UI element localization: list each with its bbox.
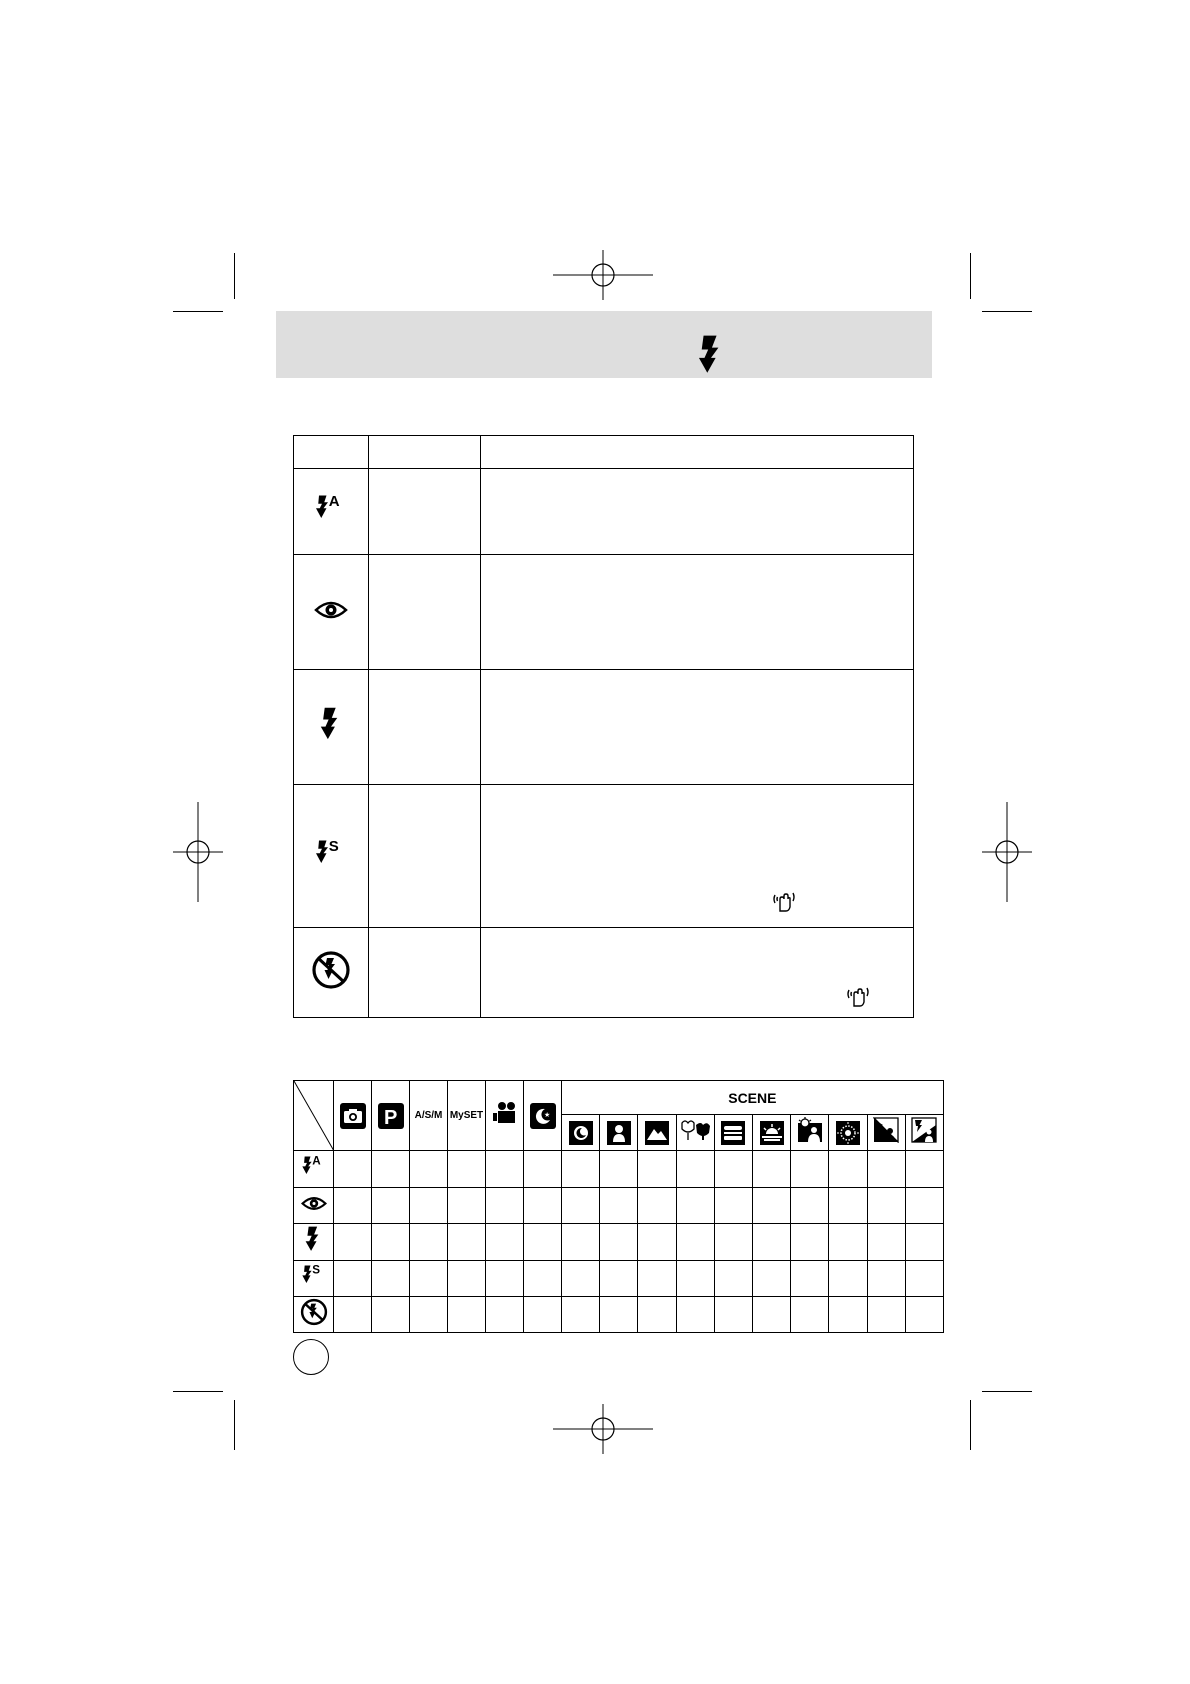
table-cell	[448, 1151, 486, 1188]
table-cell	[600, 1224, 638, 1261]
table-cell	[372, 1261, 410, 1297]
table-cell	[905, 1261, 943, 1297]
table-cell	[600, 1261, 638, 1297]
scene-icon-cell	[752, 1115, 790, 1151]
table-cell	[638, 1297, 676, 1333]
scene-icon-cell	[676, 1115, 714, 1151]
mode-description	[481, 670, 914, 785]
table-row	[294, 785, 914, 928]
table-cell	[334, 1224, 372, 1261]
header-cell	[369, 436, 481, 469]
asm-mode-label: A/S/M	[410, 1081, 448, 1151]
dawn-scene-icon	[797, 1117, 823, 1143]
mode-header-cell	[524, 1081, 562, 1151]
table-row	[294, 555, 914, 670]
flash-icon	[698, 335, 724, 377]
table-cell	[334, 1188, 372, 1224]
table-cell	[752, 1151, 790, 1188]
program-mode-icon	[378, 1103, 404, 1129]
red-eye-icon	[301, 1195, 327, 1212]
table-cell	[334, 1261, 372, 1297]
camera-shake-icon	[771, 889, 797, 913]
mode-name	[369, 469, 481, 555]
table-cell	[752, 1297, 790, 1333]
table-cell	[600, 1188, 638, 1224]
table-row	[294, 928, 914, 1018]
table-cell	[448, 1261, 486, 1297]
myset-mode-label: MySET	[448, 1081, 486, 1151]
mode-name	[369, 785, 481, 928]
slow-sync-icon	[302, 1262, 326, 1290]
mode-description	[481, 469, 914, 555]
flash-availability-table	[293, 1080, 944, 1333]
table-cell	[867, 1188, 905, 1224]
table-cell	[638, 1188, 676, 1224]
table-cell	[714, 1188, 752, 1224]
night-mode-icon	[530, 1103, 556, 1129]
scene-icon-cell	[562, 1115, 600, 1151]
row-icon-cell	[294, 1261, 334, 1297]
page-number-circle	[293, 1339, 329, 1375]
mode-name	[369, 670, 481, 785]
table-cell	[829, 1297, 867, 1333]
crop-mark	[234, 253, 235, 299]
table-cell	[410, 1151, 448, 1188]
table-cell	[372, 1151, 410, 1188]
table-cell	[676, 1261, 714, 1297]
table-cell	[905, 1151, 943, 1188]
table-cell	[410, 1224, 448, 1261]
scene-icon-cell	[791, 1115, 829, 1151]
table-cell	[562, 1224, 600, 1261]
row-icon-cell	[294, 1188, 334, 1224]
auto-mode-icon	[340, 1103, 366, 1129]
scene-icon-cell	[905, 1115, 943, 1151]
beach-snow-scene-icon	[911, 1117, 937, 1143]
table-cell	[410, 1297, 448, 1333]
table-cell	[905, 1188, 943, 1224]
svg-text:A: A	[328, 493, 340, 510]
flash-auto-icon	[316, 491, 346, 527]
table-cell	[486, 1151, 524, 1188]
crop-mark	[234, 1400, 235, 1450]
flash-off-icon	[311, 950, 351, 990]
table-cell	[829, 1224, 867, 1261]
svg-text:P: P	[383, 1106, 397, 1126]
table-cell	[334, 1297, 372, 1333]
svg-text:★: ★	[543, 1111, 550, 1119]
red-eye-icon	[314, 599, 348, 621]
table-cell	[448, 1224, 486, 1261]
mode-header-cell	[372, 1081, 410, 1151]
flash-mode-table	[293, 435, 914, 1018]
svg-text:A: A	[311, 1154, 321, 1168]
fill-flash-icon	[305, 1226, 322, 1254]
table-row	[294, 1297, 944, 1333]
table-cell	[524, 1297, 562, 1333]
backlight-scene-icon	[836, 1121, 860, 1145]
table-row	[294, 670, 914, 785]
table-cell	[410, 1261, 448, 1297]
table-cell	[562, 1188, 600, 1224]
table-cell	[714, 1261, 752, 1297]
mode-description	[481, 555, 914, 670]
table-cell	[867, 1151, 905, 1188]
table-cell	[867, 1224, 905, 1261]
table-header-row	[294, 436, 914, 469]
crop-mark	[982, 311, 1032, 312]
landscape-scene-icon	[645, 1121, 669, 1145]
table-cell	[372, 1297, 410, 1333]
scene-icon-cell	[600, 1115, 638, 1151]
table-cell	[676, 1151, 714, 1188]
table-cell	[867, 1261, 905, 1297]
table-cell	[486, 1188, 524, 1224]
table-cell	[676, 1297, 714, 1333]
header-cell	[294, 436, 369, 469]
svg-text:S: S	[328, 837, 339, 855]
registration-mark	[173, 802, 223, 902]
scene-icon-cell	[638, 1115, 676, 1151]
text-scene-icon	[721, 1121, 745, 1145]
fireworks-scene-icon	[873, 1117, 899, 1143]
row-icon-cell	[294, 1151, 334, 1188]
section-title-bar	[276, 311, 932, 378]
table-cell	[562, 1151, 600, 1188]
registration-mark	[982, 802, 1032, 902]
table-cell	[486, 1261, 524, 1297]
camera-shake-icon	[845, 984, 871, 1008]
table-cell	[791, 1224, 829, 1261]
table-cell	[524, 1151, 562, 1188]
table-cell	[829, 1188, 867, 1224]
table-cell	[562, 1297, 600, 1333]
table-cell	[524, 1188, 562, 1224]
table-cell	[638, 1224, 676, 1261]
table-cell	[334, 1151, 372, 1188]
table-cell	[448, 1188, 486, 1224]
crop-mark	[173, 311, 223, 312]
mode-name	[369, 928, 481, 1018]
mode-description	[481, 785, 914, 928]
table-cell	[791, 1188, 829, 1224]
row-icon-cell	[294, 1297, 334, 1333]
table-cell	[372, 1188, 410, 1224]
table-cell	[676, 1224, 714, 1261]
registration-mark	[553, 250, 653, 300]
icon-cell	[294, 928, 369, 1018]
table-cell	[791, 1297, 829, 1333]
table-cell	[714, 1224, 752, 1261]
crop-mark	[970, 253, 971, 299]
table-cell	[867, 1297, 905, 1333]
mode-description	[481, 928, 914, 1018]
mode-header-cell	[486, 1081, 524, 1151]
scene-icon-cell	[867, 1115, 905, 1151]
icon-cell	[294, 469, 369, 555]
table-cell	[752, 1261, 790, 1297]
icon-cell	[294, 555, 369, 670]
svg-text:S: S	[311, 1263, 320, 1277]
flash-auto-icon	[302, 1153, 326, 1181]
scene-icon-cell	[714, 1115, 752, 1151]
crop-mark	[173, 1391, 223, 1392]
mode-header-cell	[334, 1081, 372, 1151]
table-cell	[638, 1151, 676, 1188]
table-cell	[905, 1224, 943, 1261]
mode-name	[369, 555, 481, 670]
table-cell	[372, 1224, 410, 1261]
table-row	[294, 1261, 944, 1297]
table-row	[294, 1224, 944, 1261]
corner-cell	[294, 1081, 334, 1151]
table-cell	[638, 1261, 676, 1297]
movie-mode-icon	[492, 1101, 518, 1125]
table-cell	[791, 1151, 829, 1188]
crop-mark	[970, 1400, 971, 1450]
table-cell	[752, 1224, 790, 1261]
table-cell	[448, 1297, 486, 1333]
slow-sync-icon	[316, 836, 346, 872]
scene-header: SCENE	[562, 1081, 944, 1115]
portrait-scene-icon	[607, 1121, 631, 1145]
table-row	[294, 1151, 944, 1188]
scene-icon-cell	[829, 1115, 867, 1151]
diagonal-divider	[294, 1081, 334, 1151]
table-cell	[486, 1297, 524, 1333]
crop-mark	[982, 1391, 1032, 1392]
table-header-row	[294, 1081, 944, 1115]
registration-mark	[553, 1404, 653, 1454]
table-cell	[714, 1297, 752, 1333]
table-cell	[752, 1188, 790, 1224]
table-cell	[486, 1224, 524, 1261]
flash-off-icon	[300, 1298, 328, 1326]
row-icon-cell	[294, 1224, 334, 1261]
table-row	[294, 469, 914, 555]
icon-cell	[294, 785, 369, 928]
fill-flash-icon	[320, 707, 342, 743]
table-cell	[905, 1297, 943, 1333]
table-cell	[829, 1151, 867, 1188]
table-cell	[562, 1261, 600, 1297]
table-cell	[791, 1261, 829, 1297]
table-cell	[600, 1297, 638, 1333]
table-cell	[600, 1151, 638, 1188]
table-cell	[829, 1261, 867, 1297]
table-cell	[676, 1188, 714, 1224]
table-cell	[410, 1188, 448, 1224]
night-scene-icon	[569, 1121, 593, 1145]
icon-cell	[294, 670, 369, 785]
sunset-scene-icon	[760, 1121, 784, 1145]
table-cell	[524, 1261, 562, 1297]
table-cell	[714, 1151, 752, 1188]
table-row	[294, 1188, 944, 1224]
header-cell	[481, 436, 914, 469]
close-up-scene-icon	[679, 1119, 711, 1141]
table-cell	[524, 1224, 562, 1261]
